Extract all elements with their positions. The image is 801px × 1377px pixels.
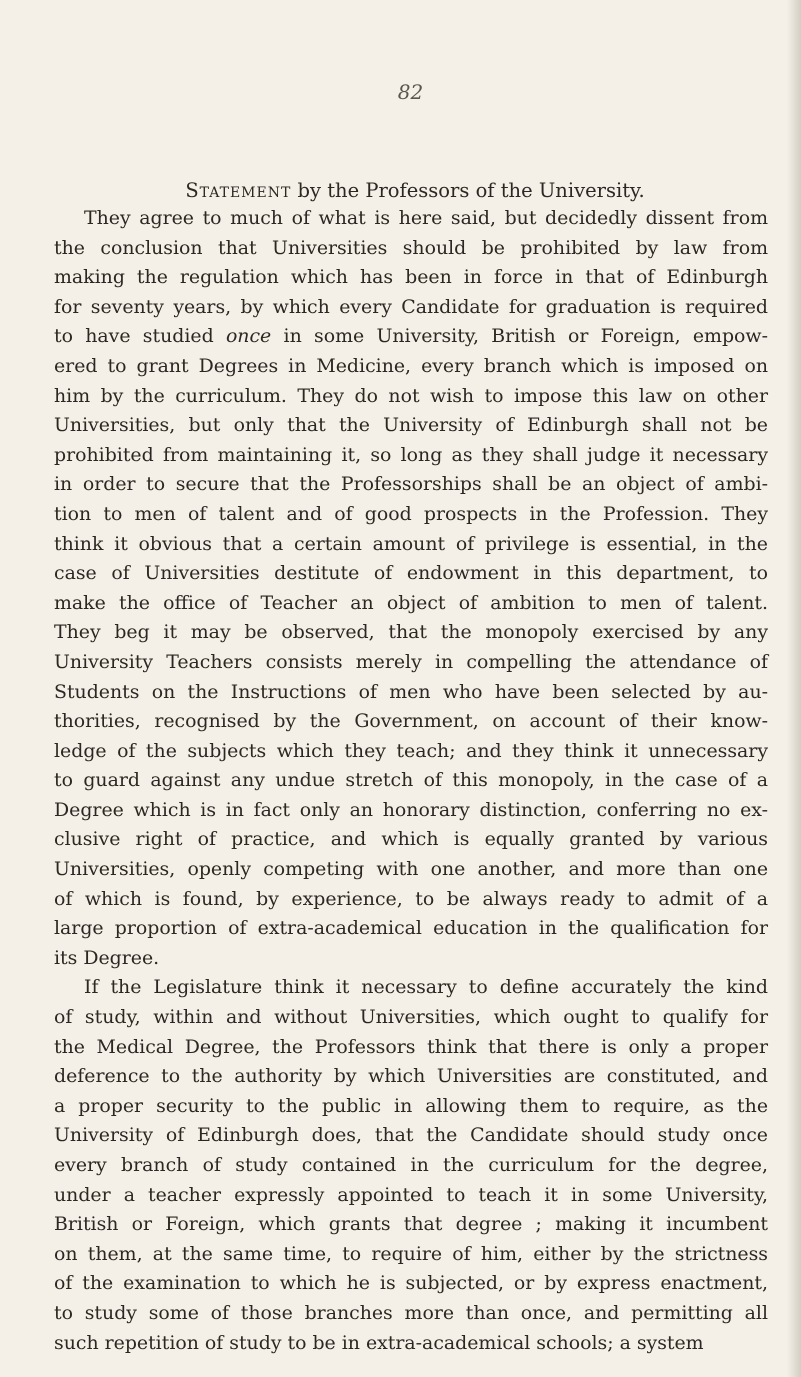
text-line: on them, at the same time, to require of him, either by the strictness xyxy=(54,1242,768,1265)
body-text xyxy=(54,176,768,1358)
page-edge-shadow xyxy=(787,0,801,1377)
text-line: make the office of Teacher an object of ambition to men of talent. xyxy=(54,591,768,614)
text-line: ledge of the subjects which they teach; and they think it unnecessary xyxy=(54,739,768,762)
text-line xyxy=(54,322,768,352)
text-line: of which is found, by experience, to be always ready to admit of a xyxy=(54,887,768,910)
text-line: University of Edinburgh does, that the Candidate should study once xyxy=(54,1124,768,1147)
text-line: the conclusion that Universities should be prohibited by law from xyxy=(54,236,768,259)
text-run: to have studied xyxy=(54,325,226,348)
text-line: for seventy years, by which every Candidate for graduation is required xyxy=(54,295,768,318)
text-line: Universities, openly competing with one another, and more than one xyxy=(54,858,768,881)
text-line: to study some of those branches more than once, and permitting all xyxy=(54,1301,768,1324)
text-run: in some University, British or Foreign, empow- xyxy=(271,325,768,348)
text-line: British or Foreign, which grants that degree ; making it incumbent xyxy=(54,1213,768,1236)
text-line: him by the curriculum. They do not wish to impose this law on other xyxy=(54,384,768,407)
text-line: a proper security to the public in allowing them to require, as the xyxy=(54,1094,768,1117)
text-line: If the Legislature think it necessary to define accurately the kind xyxy=(84,976,768,999)
text-line: They beg it may be observed, that the monopoly exercised by any xyxy=(54,621,768,644)
text-line: thorities, recognised by the Government, on account of their know- xyxy=(54,710,768,733)
text-line: Students on the Instructions of men who have been selected by au- xyxy=(54,680,768,703)
text-line: prohibited from maintaining it, so long as they shall judge it necessary xyxy=(54,443,768,466)
text-line: under a teacher expressly appointed to teach it in some University, xyxy=(54,1183,768,1206)
text-line: making the regulation which has been in force in that of Edinburgh xyxy=(54,266,768,289)
text-line: the Medical Degree, the Professors think that there is only a proper xyxy=(54,1035,768,1058)
text-line: University Teachers consists merely in compelling the attendance of xyxy=(54,650,768,673)
text-line: of the examination to which he is subjected, or by express enactment, xyxy=(54,1272,768,1295)
text-line: in order to secure that the Professorships shall be an object of ambi- xyxy=(54,473,768,496)
text-line: its Degree. xyxy=(54,946,160,969)
text-line: think it obvious that a certain amount of privilege is essential, in the xyxy=(54,532,768,555)
text-line: large proportion of extra-academical education in the qualification for xyxy=(54,917,768,940)
text-line: to guard against any undue stretch of this monopoly, in the case of a xyxy=(54,769,768,792)
emphasis-word: once xyxy=(225,325,272,348)
text-line: tion to men of talent and of good prospects in the Profession. They xyxy=(54,502,768,525)
text-line: Degree which is in fact only an honorary distinction, conferring no ex- xyxy=(54,798,768,821)
text-line: such repetition of study to be in extra-academical schools; a system xyxy=(54,1331,704,1354)
text-line: They agree to much of what is here said, but decidedly dissent from xyxy=(84,207,768,229)
text-line: of study, within and without Universities, which ought to qualify for xyxy=(54,1006,768,1029)
text-line: Universities, but only that the University of Edinburgh shall not be xyxy=(54,414,768,437)
paragraph-lines xyxy=(54,204,768,1358)
page-number: 82 xyxy=(397,80,424,104)
text-line: case of Universities destitute of endowment in this department, to xyxy=(54,562,768,585)
heading-smallcaps: Statement xyxy=(185,179,292,202)
section-heading xyxy=(54,176,768,206)
text-line: ered to grant Degrees in Medicine, every branch which is imposed on xyxy=(54,354,768,377)
text-line: deference to the authority by which Universities are constituted, and xyxy=(54,1065,768,1088)
heading-rest: by the Professors of the University. xyxy=(291,179,645,202)
text-line: clusive right of practice, and which is equally granted by various xyxy=(54,828,768,851)
text-line: every branch of study contained in the curriculum for the degree, xyxy=(54,1154,768,1176)
